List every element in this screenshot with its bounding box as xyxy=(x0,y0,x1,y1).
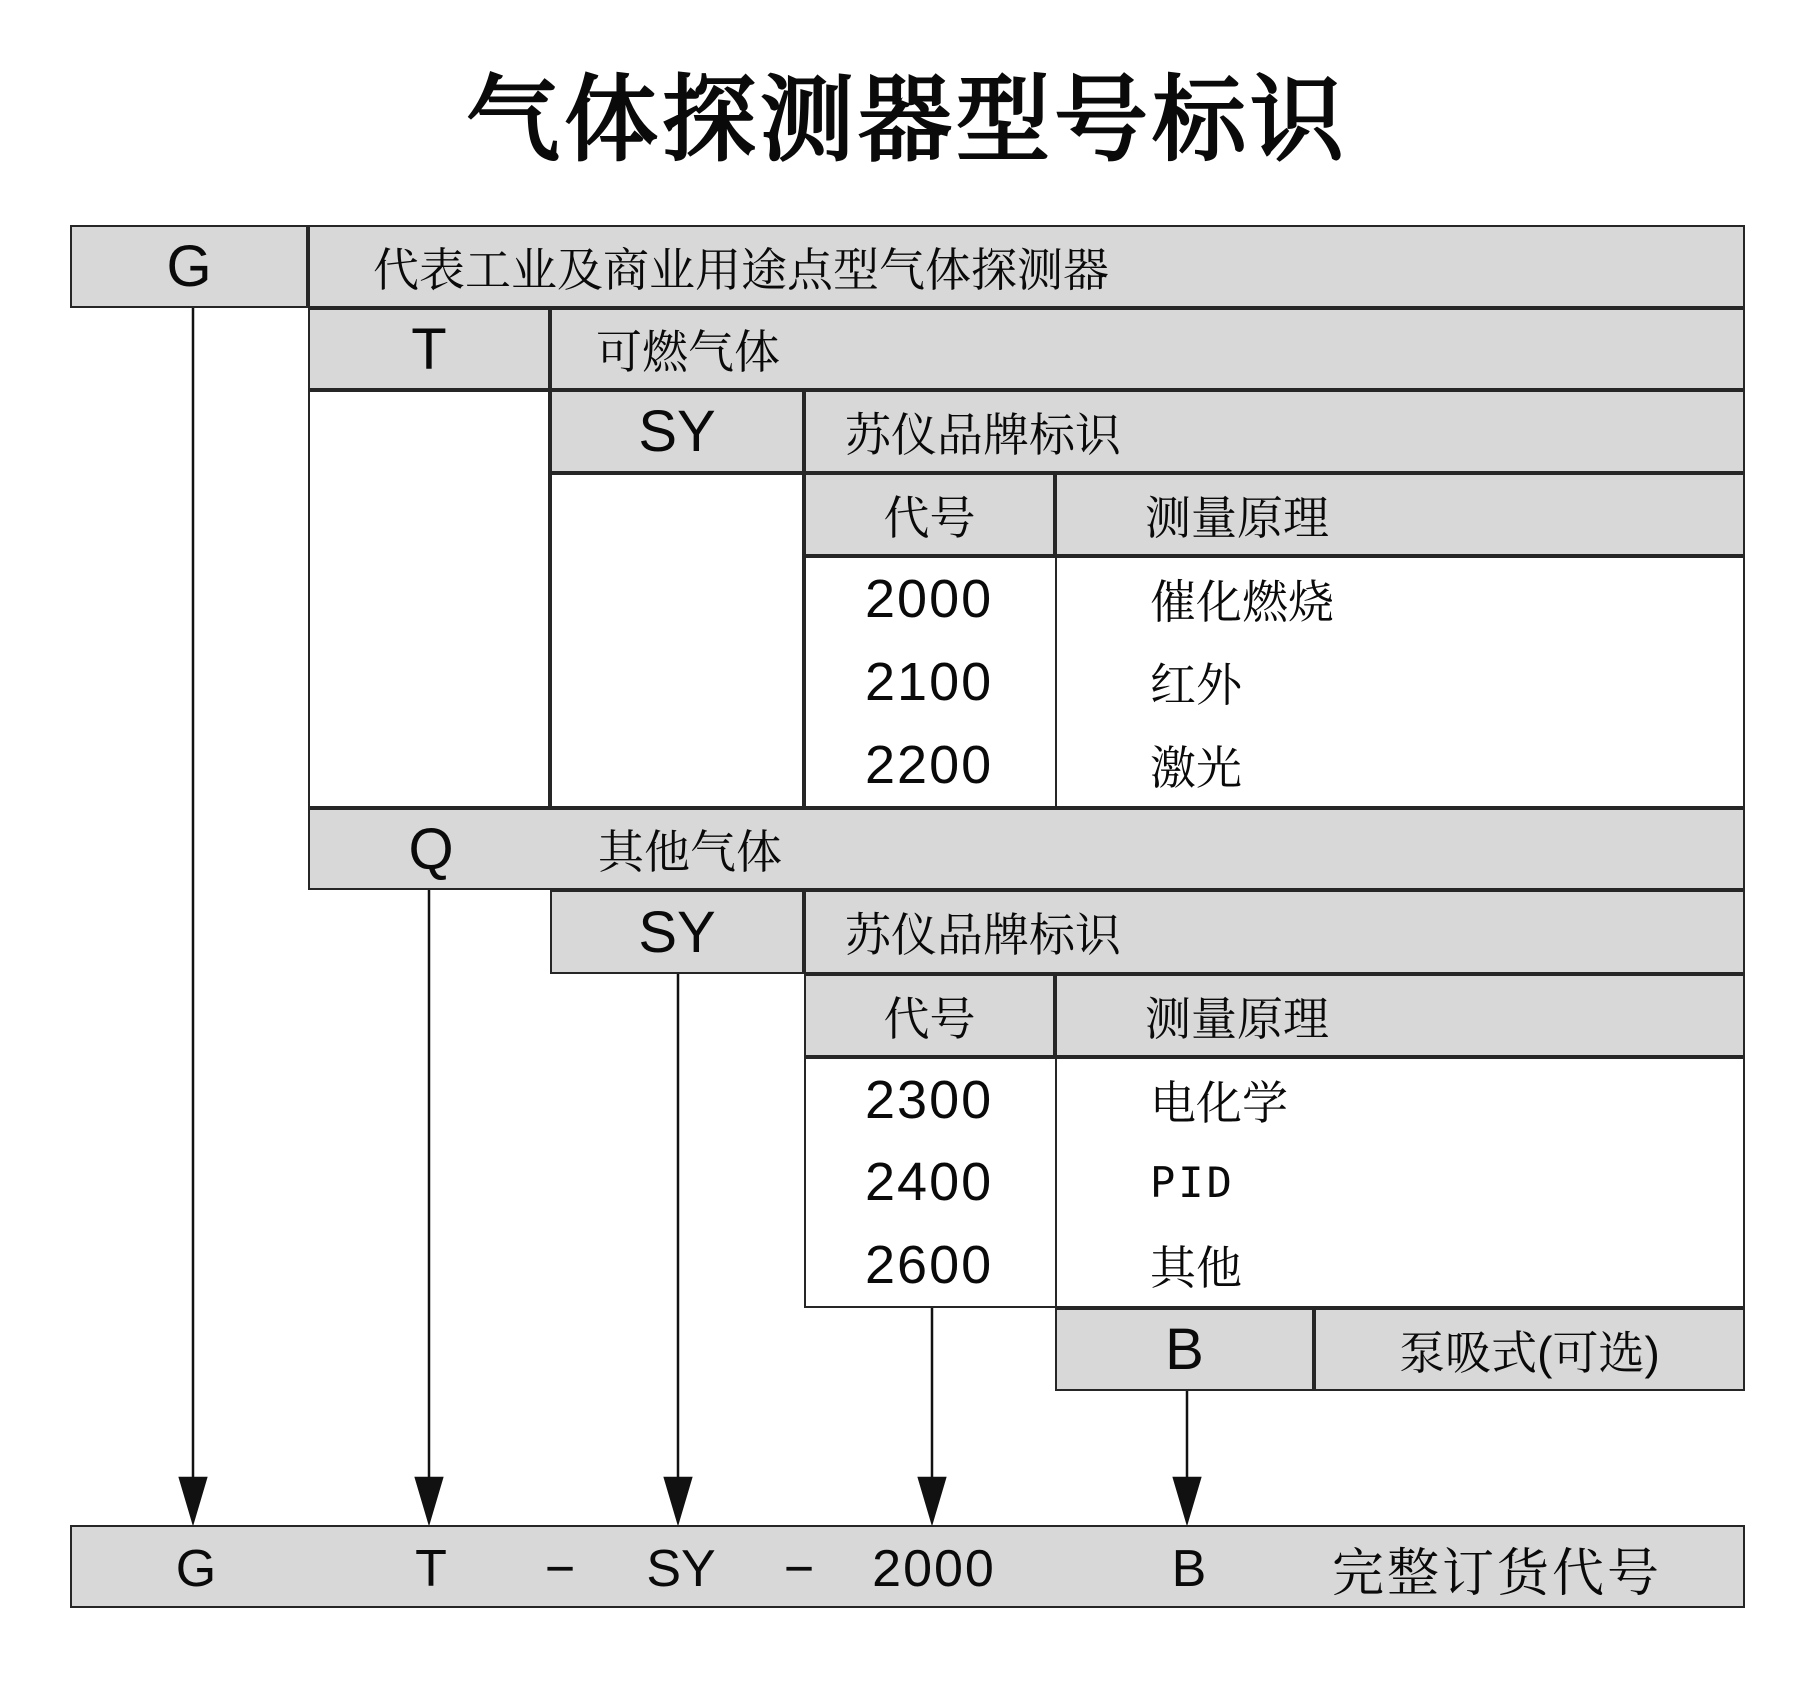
order-code-g: G xyxy=(175,1539,217,1598)
order-code-bar xyxy=(70,1525,1745,1608)
g-code: G xyxy=(166,234,212,299)
table-row xyxy=(806,641,1743,724)
page-title: 气体探测器型号标识 xyxy=(465,67,1348,172)
q-sy-desc-cell xyxy=(804,890,1745,974)
q-table-code-header: 代号 xyxy=(883,992,976,1045)
t-row3-principle: 激光 xyxy=(1150,741,1242,794)
arrow-head-t xyxy=(416,1478,442,1522)
table-row xyxy=(806,723,1743,806)
order-code-model: 2000 xyxy=(872,1539,996,1598)
q-sy-code: SY xyxy=(638,899,716,965)
t-table-code-header-cell xyxy=(804,473,1055,556)
q-row2-principle: PID xyxy=(1150,1157,1235,1207)
q-table xyxy=(804,1057,1745,1308)
arrow-head-g xyxy=(180,1478,206,1522)
t-table-code-header: 代号 xyxy=(883,491,976,544)
table-row xyxy=(806,1224,1743,1306)
t-sy-desc-cell xyxy=(804,390,1745,473)
t-code: T xyxy=(411,316,447,382)
t-void-left xyxy=(308,390,550,808)
t-table xyxy=(804,556,1745,808)
b-desc-cell xyxy=(1314,1308,1745,1391)
t-sy-desc: 苏仪品牌标识 xyxy=(845,408,1121,461)
table-row xyxy=(806,1141,1743,1223)
t-row2-principle: 红外 xyxy=(1150,659,1242,711)
t-desc: 可燃气体 xyxy=(596,326,780,378)
t-code-cell xyxy=(308,308,550,390)
t-sy-code: SY xyxy=(638,399,716,464)
order-code-t: T xyxy=(415,1539,447,1598)
g-code-cell xyxy=(70,225,308,308)
t-row3-code: 2200 xyxy=(865,734,994,795)
q-row2-code: 2400 xyxy=(865,1152,994,1213)
q-row1-principle: 电化学 xyxy=(1150,1077,1288,1130)
b-desc: 泵吸式(可选) xyxy=(1399,1326,1660,1379)
order-code-sep2: − xyxy=(783,1539,815,1598)
t-sy-code-cell xyxy=(550,390,804,473)
q-sy-code-cell xyxy=(550,890,804,974)
q-row1-code: 2300 xyxy=(865,1070,994,1131)
t-desc-cell xyxy=(550,308,1745,390)
g-desc-cell xyxy=(308,225,1745,308)
q-desc: 其他气体 xyxy=(598,826,782,878)
b-code: B xyxy=(1165,1317,1204,1382)
q-table-column-divider xyxy=(1055,1059,1057,1306)
order-code-sy: SY xyxy=(646,1539,716,1598)
t-row2-code: 2100 xyxy=(865,652,994,712)
table-row xyxy=(806,1059,1743,1141)
t-table-column-divider xyxy=(1055,558,1057,806)
t-table-principle-header: 测量原理 xyxy=(1145,491,1329,544)
order-code-b: B xyxy=(1171,1539,1207,1598)
q-table-principle-header: 测量原理 xyxy=(1145,992,1329,1045)
q-sy-desc: 苏仪品牌标识 xyxy=(845,909,1121,961)
t-table-principle-header-cell xyxy=(1055,473,1745,556)
t-row1-code: 2000 xyxy=(865,569,994,630)
order-code-label: 完整订货代号 xyxy=(1332,1545,1663,1603)
t-void-mid xyxy=(550,473,804,808)
arrow-head-b xyxy=(1174,1478,1200,1522)
arrow-head-model xyxy=(919,1478,945,1522)
q-row xyxy=(308,808,1745,890)
q-table-principle-header-cell xyxy=(1055,974,1745,1057)
g-desc: 代表工业及商业用途点型气体探测器 xyxy=(373,243,1109,296)
q-code: Q xyxy=(408,816,454,882)
q-row3-code: 2600 xyxy=(865,1234,994,1295)
table-row xyxy=(806,558,1743,641)
arrow-head-sy xyxy=(665,1478,691,1522)
order-code-sep1: − xyxy=(544,1539,576,1598)
b-code-cell xyxy=(1055,1308,1314,1391)
t-row1-principle: 催化燃烧 xyxy=(1150,576,1334,629)
q-row3-principle: 其他 xyxy=(1150,1241,1242,1294)
q-table-code-header-cell xyxy=(804,974,1055,1057)
